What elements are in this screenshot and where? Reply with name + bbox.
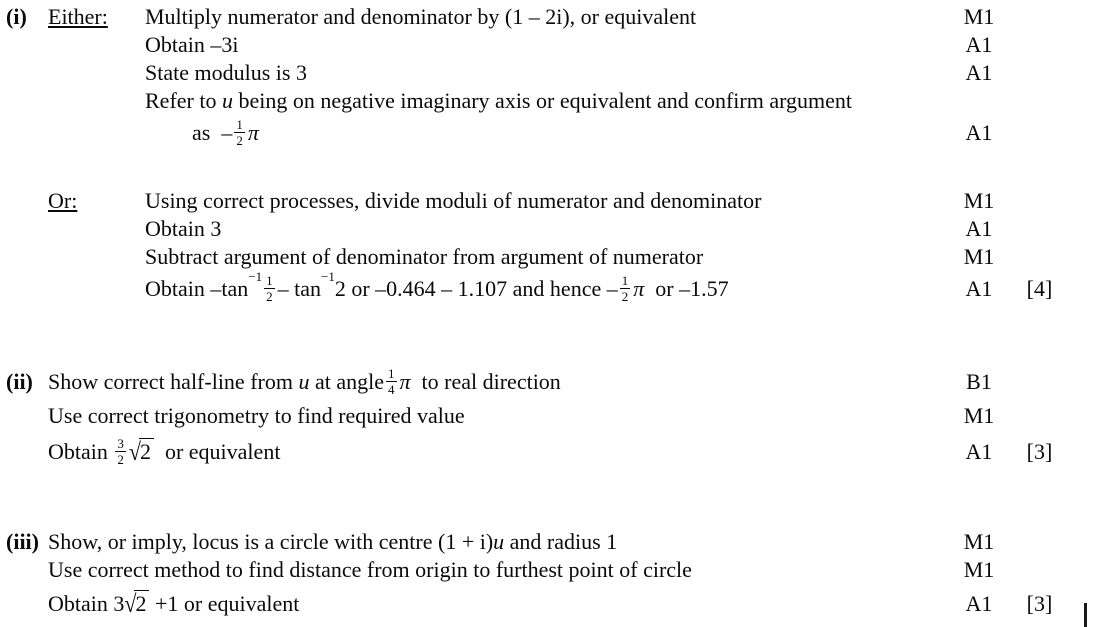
mark-scheme-row bbox=[6, 528, 1077, 556]
section-total: [3] bbox=[1026, 591, 1053, 616]
section-total: [3] bbox=[1026, 439, 1053, 464]
criterion-text: Obtain 3√2 +1 or equivalent bbox=[48, 589, 300, 618]
mark-code: A1 bbox=[965, 216, 993, 241]
mark-scheme-row bbox=[6, 115, 1077, 151]
mark-scheme-row bbox=[6, 215, 1077, 243]
mark-code: A1 bbox=[965, 439, 993, 464]
criterion-text: Using correct processes, divide moduli of numerator and denominator bbox=[145, 188, 762, 213]
mark-scheme-row bbox=[6, 243, 1077, 271]
mark-code: A1 bbox=[965, 32, 993, 57]
mark-code: M1 bbox=[963, 403, 995, 428]
criterion-text: Use correct method to find distance from origin to furthest point of circle bbox=[48, 557, 692, 582]
mark-code: M1 bbox=[963, 529, 995, 554]
alternative-label: Either: bbox=[48, 4, 108, 29]
mark-scheme-row bbox=[6, 584, 1077, 624]
mark-code: M1 bbox=[963, 188, 995, 213]
mark-scheme-row bbox=[6, 3, 1077, 31]
mark-scheme-row bbox=[6, 364, 1077, 400]
text-cursor-mark bbox=[1084, 603, 1087, 627]
section-i-either bbox=[6, 3, 1077, 151]
criterion-text: Refer to u being on negative imaginary axis or equivalent and confirm argument bbox=[145, 88, 853, 113]
criterion-text: Show, or imply, locus is a circle with centre (1 + i)u and radius 1 bbox=[48, 529, 618, 554]
mark-code: A1 bbox=[965, 591, 993, 616]
mark-scheme-row bbox=[6, 87, 1077, 115]
section-iii bbox=[6, 528, 1077, 624]
part-label: (ii) bbox=[6, 369, 33, 394]
mark-code: A1 bbox=[965, 120, 993, 145]
alternative-label: Or: bbox=[48, 188, 78, 213]
section-i-or bbox=[6, 187, 1077, 307]
criterion-text: State modulus is 3 bbox=[145, 60, 307, 85]
mark-scheme-row bbox=[6, 556, 1077, 584]
section-total: [4] bbox=[1026, 276, 1053, 301]
mark-code: M1 bbox=[963, 557, 995, 582]
mark-scheme-row bbox=[6, 432, 1077, 472]
criterion-text: as – $\frac{1}{2}$ π bbox=[192, 117, 259, 149]
mark-code: M1 bbox=[963, 4, 995, 29]
mark-scheme-row bbox=[6, 31, 1077, 59]
criterion-text: Obtain $\frac{3}{2}$ √2 or equivalent bbox=[48, 436, 281, 468]
criterion-text: Use correct trigonometry to find required value bbox=[48, 403, 465, 428]
criterion-text: Obtain $-\tan^{-1}$ $\frac{1}{2}$ – $\tan^{-1}2$ or –0.464 – 1.107 and hence – $\frac{1}{2}$ π or –1.57 bbox=[145, 271, 729, 305]
section-ii bbox=[6, 364, 1077, 472]
mark-code: A1 bbox=[965, 60, 993, 85]
mark-code: M1 bbox=[963, 244, 995, 269]
mark-code: A1 bbox=[965, 276, 993, 301]
mark-code: B1 bbox=[966, 369, 992, 394]
criterion-text: Show correct half-line from u at angle $\frac{1}{4}$ π to real direction bbox=[48, 366, 561, 398]
criterion-text: Obtain –3i bbox=[145, 32, 239, 57]
part-label: (i) bbox=[6, 4, 27, 29]
mark-scheme-row bbox=[6, 187, 1077, 215]
criterion-text: Multiply numerator and denominator by (1 – 2i), or equivalent bbox=[145, 4, 697, 29]
part-label: (iii) bbox=[6, 529, 39, 554]
mark-scheme-row bbox=[6, 271, 1077, 307]
mark-scheme-row bbox=[6, 400, 1077, 432]
criterion-text: Subtract argument of denominator from argument of numerator bbox=[145, 244, 704, 269]
criterion-text: Obtain 3 bbox=[145, 216, 222, 241]
mark-scheme-row bbox=[6, 59, 1077, 87]
